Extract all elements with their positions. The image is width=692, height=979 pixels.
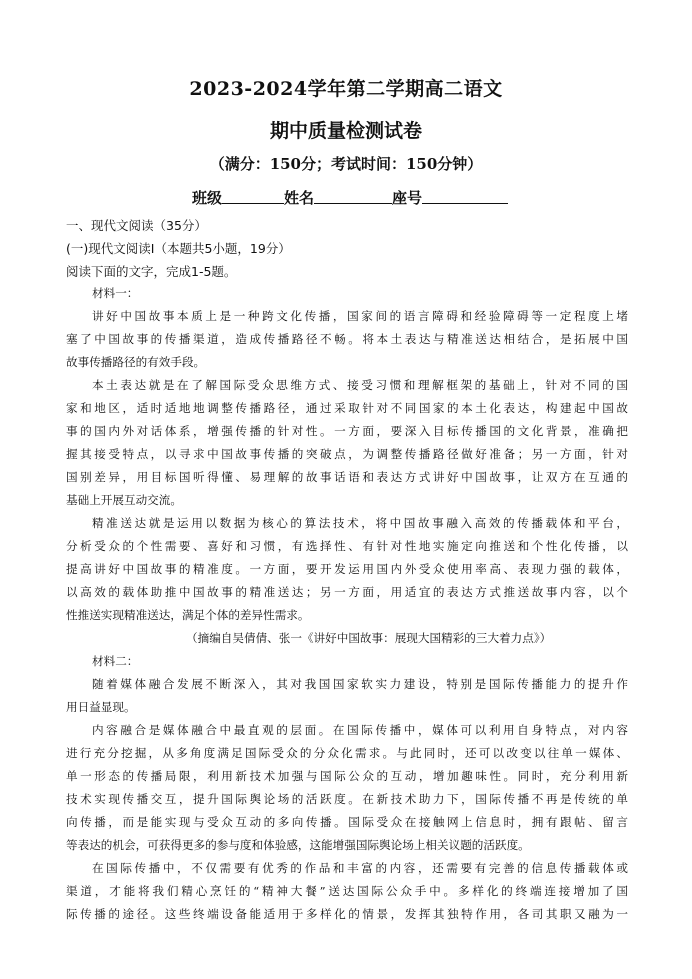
passage-line: 以高效的载体助推中国故事的精准送达；另一方面，用适宜的表达方式推送故事内容，以个: [66, 585, 628, 599]
passage-line: 国别差异，用目标国听得懂、易理解的故事话语和表达方式讲好中国故事，让双方在互通的: [66, 470, 628, 484]
passage-line: 提高讲好中国故事的精准度。一方面，要开发运用国内外受众使用率高、表现力强的载体，: [66, 562, 628, 576]
section-heading: 一、现代文阅读（35分）: [66, 218, 207, 233]
exam-subtitle: 期中质量检测试卷: [269, 120, 422, 142]
name-label: 姓名: [284, 189, 315, 207]
exam-meta: （满分：150分；考试时间：150分钟）: [209, 155, 483, 173]
passage-line: 分析受众的个性需要、喜好和习惯，有选择性、有针对性地实施定向推送和个性化传播，以: [66, 539, 628, 553]
passage-line: 讲好中国故事本质上是一种跨文化传播，国家间的语言障碍和经验障碍等一定程度上堵: [92, 309, 628, 323]
passage-line: 塞了中国故事的传播渠道，造成传播路径不畅。将本土表达与精准送达相结合，是拓展中国: [66, 332, 628, 346]
passage-line: 家和地区，适时适地地调整传播路径，通过采取针对不同国家的本土化表达，构建起中国故: [66, 401, 628, 415]
passage-line: 故事传播路径的有效手段。: [66, 355, 206, 369]
passage-line: 精准送达就是运用以数据为核心的算法技术，将中国故事融入高效的传播载体和平台，: [92, 516, 628, 530]
exam-title: 2023-2024学年第二学期高二语文: [189, 78, 503, 100]
passage-line: 性推送实现精准送达，满足个体的差异性需求。: [66, 608, 310, 622]
passage-line: 技术实现传播交互，提升国际舆论场的活跃度。在新技术助力下，国际传播不再是传统的单: [66, 792, 628, 806]
passage-line: 事的国内外对话体系，增强传播的针对性。一方面，要深入目标传播国的文化背景，准确把: [66, 424, 628, 438]
passage-line: 向传播，而是能实现与受众互动的多向传播。国际受众在接触网上信息时，拥有跟帖、留言: [66, 815, 628, 829]
passage-line: 基础上开展互动交流。: [66, 493, 182, 507]
passage-line: 渠道，才能将我们精心烹饪的“精神大餐”送达国际公众手中。多样化的终端连接增加了国: [66, 884, 628, 898]
passage-line: 用日益显现。: [66, 700, 136, 714]
name-blank[interactable]: [314, 189, 392, 204]
source-citation: （摘编自吴倩倩、张一《讲好中国故事：展现大国精彩的三大着力点》）: [186, 631, 552, 645]
passage-line: 在国际传播中，不仅需要有优秀的作品和丰富的内容，还需要有完善的信息传播载体或: [92, 861, 628, 875]
student-info-line: [192, 187, 508, 208]
seat-blank[interactable]: [422, 189, 508, 204]
material-label: 材料一：: [92, 286, 139, 300]
section-instruction: 阅读下面的文字，完成1-5题。: [66, 264, 237, 279]
material-label: 材料二：: [92, 654, 139, 668]
passage-line: 随着媒体融合发展不断深入，其对我国国家软实力建设，特别是国际传播能力的提升作: [92, 677, 628, 691]
passage-line: 等表达的机会，可获得更多的参与度和体验感，这能增强国际舆论场上相关议题的活跃度。: [66, 838, 530, 852]
passage-line: 握其接受特点，以寻求中国故事传播的突破点，为调整传播路径做好准备；另一方面，针对: [66, 447, 628, 461]
passage-line: 进行充分挖掘，从多角度满足国际受众的分众化需求。与此同时，还可以改变以往单一媒体、: [66, 746, 628, 760]
section-subheading: (一)现代文阅读Ⅰ（本题共5小题，19分）: [66, 241, 291, 256]
passage-line: 内容融合是媒体融合中最直观的层面。在国际传播中，媒体可以利用自身特点，对内容: [92, 723, 628, 737]
seat-label: 座号: [392, 189, 423, 207]
passage-line: 本土表达就是在了解国际受众思维方式、接受习惯和理解框架的基础上，针对不同的国: [92, 378, 628, 392]
passage-line: 单一形态的传播局限，利用新技术加强与国际公众的互动，增加趣味性。同时，充分利用新: [66, 769, 628, 783]
passage-line: 际传播的途径。这些终端设备能适用于多样化的情景，发挥其独特作用，各司其职又融为一: [66, 907, 628, 921]
class-label: 班级: [192, 189, 223, 207]
class-blank[interactable]: [222, 189, 284, 204]
